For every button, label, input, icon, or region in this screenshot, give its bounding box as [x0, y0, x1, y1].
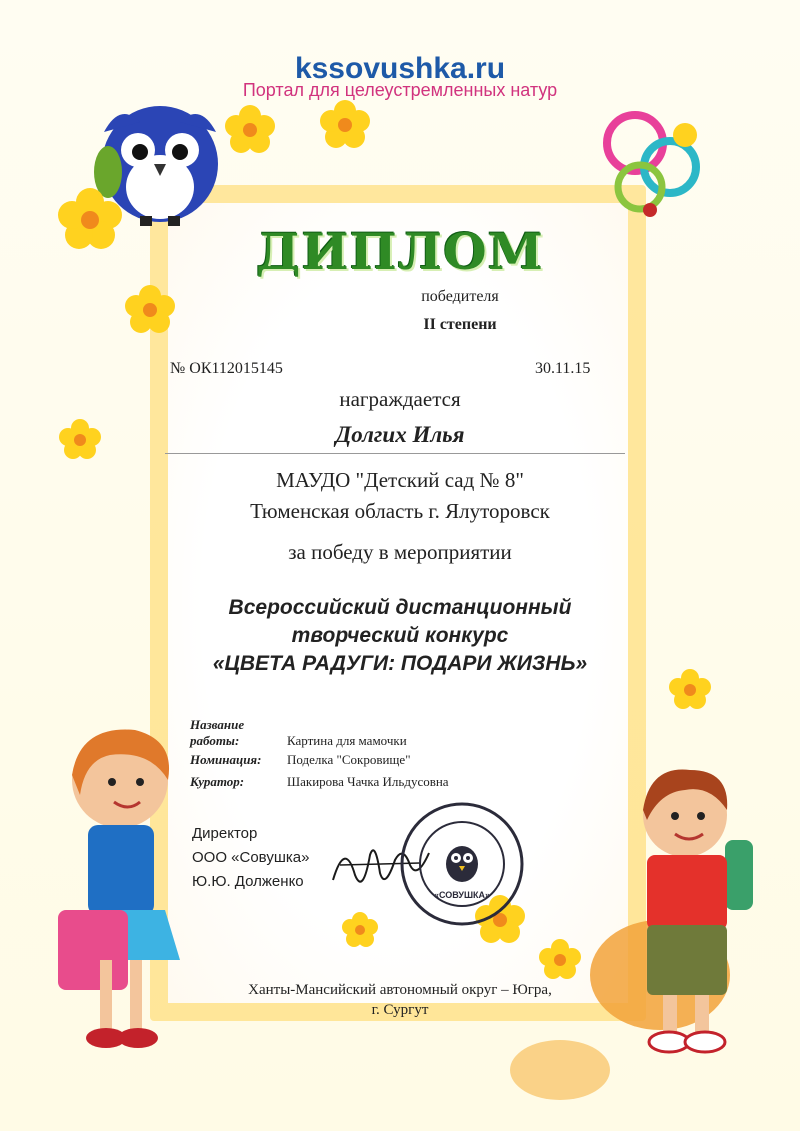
director-title: Директор — [192, 825, 258, 842]
name-underline — [165, 453, 625, 454]
site-tagline: Портал для целеустремленных натур — [242, 80, 558, 100]
details-value: Картина для мамочки — [287, 733, 407, 748]
company-stamp-icon — [398, 800, 526, 928]
details-value: Поделка "Сокровище" — [287, 752, 411, 767]
awarded-text: награждается — [339, 387, 461, 411]
diploma-date: 30.11.15 — [535, 360, 591, 377]
event-line-3: «ЦВЕТА РАДУГИ: ПОДАРИ ЖИЗНЬ» — [212, 652, 588, 675]
details-table — [190, 715, 610, 793]
girl-illustration-icon — [40, 720, 190, 1070]
details-row — [190, 715, 610, 749]
details-value: Шакирова Чачка Ильдусовна — [287, 774, 449, 789]
subtitle: победителя — [421, 288, 499, 305]
details-row — [190, 749, 610, 771]
footer-city: г. Сургут — [371, 1002, 429, 1018]
diploma-title: ДИПЛОМ — [255, 222, 545, 281]
diploma-number: № ОК112015145 — [170, 360, 283, 377]
event-line-2: творческий конкурс — [291, 624, 509, 647]
details-label: Название работы: — [190, 717, 245, 748]
stamp-center-text: «СОВУШКА» — [433, 890, 491, 900]
boy-illustration-icon — [625, 760, 765, 1060]
event-line-1: Всероссийский дистанционный — [228, 596, 572, 619]
director-block — [192, 822, 309, 894]
details-row — [190, 771, 610, 793]
footer-region: Ханты-Мансийский автономный округ – Югра, — [248, 982, 552, 998]
site-name: kssovushka.ru — [294, 52, 506, 85]
details-label: Номинация: — [190, 752, 262, 767]
location: Тюменская область г. Ялуторовск — [250, 499, 550, 523]
degree: II степени — [423, 316, 497, 333]
reason-text: за победу в мероприятии — [288, 540, 512, 564]
director-name: Ю.Ю. Долженко — [192, 873, 304, 890]
director-company: ООО «Совушка» — [192, 849, 310, 866]
institution: МАУДО "Детский сад № 8" — [276, 468, 524, 492]
recipient-name: Долгих Илья — [335, 422, 465, 447]
details-label: Куратор: — [190, 774, 245, 789]
footer — [170, 980, 630, 1020]
